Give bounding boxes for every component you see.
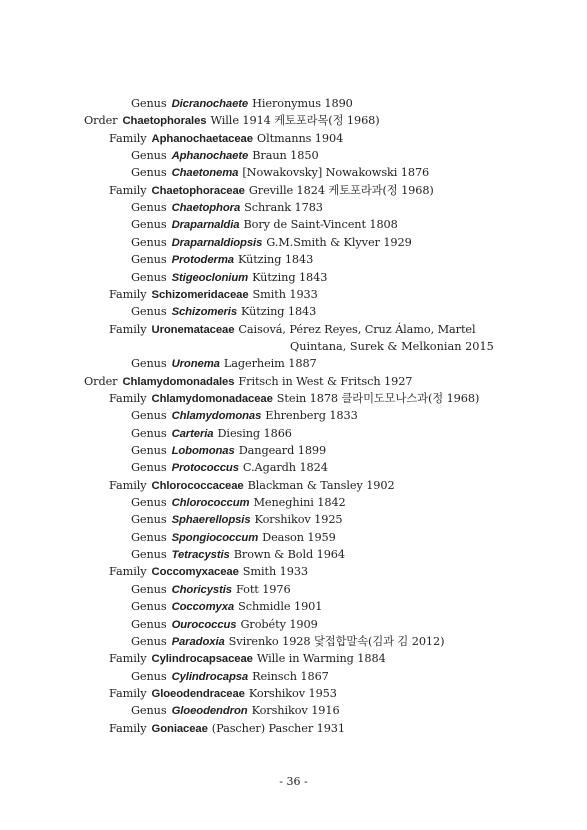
taxon-name: Lobomonas [171,445,235,457]
taxon-name: Cylindrocapsaceae [151,653,253,666]
taxon-rank: Family [109,721,147,735]
taxon-rank: Family [109,183,147,197]
taxon-rank: Genus [131,305,167,319]
taxon-authority: Hieronymus 1890 [252,97,353,110]
taxon-rank: Family [109,652,147,666]
taxon-line [0,270,547,286]
taxon-line [0,599,547,615]
taxon-authority: Svirenko 1928 닻접합말속(김과 김 2012) [228,634,445,648]
taxon-name: Chaetophoraceae [151,184,245,197]
taxon-line [0,165,547,181]
taxon-authority: Korshikov 1925 [254,513,343,527]
taxon-line [0,564,547,580]
taxon-name: Stigeoclonium [171,271,249,284]
taxon-authority: Blackman & Tansley 1902 [247,478,395,492]
taxon-rank: Family [109,478,147,492]
taxon-name: Draparnaldia [171,219,240,232]
taxon-line [0,356,547,372]
taxon-authority: Fott 1976 [236,582,291,596]
taxon-line [0,183,547,199]
taxon-line [0,113,547,129]
taxon-name: Choricystis [171,583,232,596]
taxon-line [0,322,547,338]
taxon-rank: Genus [131,461,167,475]
taxon-line [0,669,547,685]
taxon-rank: Genus [131,166,167,180]
taxon-authority: Smith 1933 [252,287,318,301]
taxon-line [0,408,547,424]
taxon-rank: Order [84,114,118,128]
taxon-rank: Genus [131,634,167,648]
taxon-authority: Diesing 1866 [217,426,292,440]
taxon-line [0,530,547,546]
taxon-rank: Genus [131,218,167,232]
taxon-line [0,617,547,633]
taxon-line [0,235,547,251]
taxon-line [0,131,547,147]
taxon-name: Chlamydomonas [171,410,262,423]
taxon-name: Gloeodendraceae [151,687,245,700]
taxon-name: Spongiococcum [171,531,259,544]
page-number: - 36 - [279,775,308,788]
taxon-authority: Braun 1850 [252,149,319,163]
taxon-rank: Genus [131,600,167,614]
taxon-rank: Genus [131,97,167,110]
taxon-authority: Quintana, Surek & Melkonian 2015 [290,339,494,353]
taxon-authority: Korshikov 1916 [251,704,340,718]
taxon-name: Dicranochaete [171,98,249,110]
taxon-line [290,339,494,355]
taxon-authority: Dangeard 1899 [238,444,327,457]
taxon-rank: Order [84,374,118,388]
taxon-name: Coccomyxa [171,601,235,614]
taxon-line [0,200,547,216]
taxon-line [0,686,547,702]
taxon-name: Protococcus [171,462,239,475]
taxon-authority: (Pascher) Pascher 1931 [211,721,345,735]
taxon-authority: Bory de Saint-Vincent 1808 [243,218,398,232]
taxon-rank: Genus [131,669,167,683]
taxon-line [0,547,547,563]
taxon-name: Protoderma [171,254,234,267]
taxon-name: Chlorococcum [171,497,250,510]
taxon-name: Schizomeridaceae [151,288,249,301]
taxon-rank: Family [109,287,147,301]
taxon-line [0,391,547,407]
taxon-authority: [Nowakovsky] Nowakowski 1876 [242,166,430,180]
taxon-rank: Genus [131,253,167,267]
taxon-name: Schizomeris [171,306,238,319]
taxon-authority: Deason 1959 [262,530,336,544]
taxon-name: Chlorococcaceae [151,479,244,492]
taxon-authority: C.Agardh 1824 [242,461,328,475]
taxon-authority: Smith 1933 [242,565,309,579]
taxon-name: Goniaceae [151,722,208,735]
taxon-name: Coccomyxaceae [151,566,239,579]
taxon-line [0,703,547,719]
taxon-line [0,582,547,598]
taxon-name: Chaetophorales [122,115,207,128]
taxon-authority: Caisová, Pérez Reyes, Cruz Álamo, Martel [238,322,476,336]
taxon-rank: Family [109,322,147,336]
taxon-authority: Greville 1824 케토포라과(정 1968) [248,183,434,197]
taxon-authority: Korshikov 1953 [248,686,337,700]
taxon-authority: Grobéty 1909 [240,617,318,631]
taxon-line [0,460,547,476]
taxon-authority: Wille in Warming 1884 [256,652,386,666]
taxon-line [0,512,547,528]
taxon-rank: Genus [131,426,167,440]
taxon-name: Chlamydomonadales [122,375,235,388]
taxon-authority: Meneghini 1842 [253,496,346,510]
taxon-name: Chlamydomonadaceae [151,392,273,405]
taxon-name: Tetracystis [171,549,230,562]
taxon-authority: Kützing 1843 [241,305,317,319]
taxon-rank: Genus [131,582,167,596]
taxon-name: Sphaerellopsis [171,514,251,527]
taxon-line [0,478,547,494]
taxon-rank: Genus [131,704,167,718]
taxon-rank: Genus [131,617,167,631]
taxon-rank: Genus [131,530,167,544]
taxon-authority: Lagerheim 1887 [223,357,317,371]
taxon-line [0,651,547,667]
taxon-rank: Genus [131,270,167,284]
taxon-line [0,634,547,650]
taxon-line [0,287,547,303]
taxon-rank: Genus [131,201,167,215]
taxon-line [0,252,547,268]
taxon-name: Uronema [171,358,220,371]
taxon-line [0,217,547,233]
taxon-line [0,148,547,164]
taxon-line [0,304,547,320]
taxon-rank: Family [109,391,147,405]
taxon-rank: Genus [131,149,167,163]
taxon-name: Chaetonema [171,167,239,180]
taxon-rank: Genus [131,548,167,562]
taxon-authority: Stein 1878 클라미도모나스과(정 1968) [276,391,480,405]
taxon-name: Chaetophora [171,202,241,215]
taxon-line [0,721,547,737]
taxon-rank: Family [109,686,147,700]
taxon-line [0,96,547,112]
taxon-authority: G.M.Smith & Klyver 1929 [266,235,412,249]
taxon-rank: Genus [131,357,167,371]
taxon-line [0,426,547,442]
taxon-rank: Genus [131,496,167,510]
taxon-authority: Schmidle 1901 [238,600,323,614]
taxon-name: Uronemataceae [151,323,235,336]
taxon-rank: Genus [131,513,167,527]
taxon-name: Cylindrocapsa [171,670,249,683]
taxon-name: Paradoxia [171,635,225,648]
taxon-rank: Genus [131,235,167,249]
taxon-name: Draparnaldiopsis [171,236,263,249]
taxon-authority: Wille 1914 케토포라목(정 1968) [210,114,380,128]
taxon-name: Aphanochaete [171,150,249,163]
taxon-line [0,495,547,511]
taxon-rank: Genus [131,444,167,457]
taxon-authority: Oltmanns 1904 [256,131,344,145]
taxon-name: Gloeodendron [171,705,248,718]
taxon-rank: Family [109,565,147,579]
taxon-authority: Ehrenberg 1833 [265,409,358,423]
taxon-authority: Brown & Bold 1964 [233,548,345,562]
taxon-authority: Schrank 1783 [244,201,323,215]
taxon-line [0,443,547,459]
taxon-authority: Fritsch in West & Fritsch 1927 [238,374,413,388]
taxon-name: Ourococcus [171,618,237,631]
taxon-rank: Family [109,131,147,145]
taxon-name: Aphanochaetaceae [151,132,253,145]
taxon-authority: Reinsch 1867 [252,669,329,683]
taxon-line [0,374,547,390]
taxon-rank: Genus [131,409,167,423]
taxon-name: Carteria [171,427,214,440]
taxon-authority: Kützing 1843 [237,253,314,267]
taxon-authority: Kützing 1843 [252,270,328,284]
